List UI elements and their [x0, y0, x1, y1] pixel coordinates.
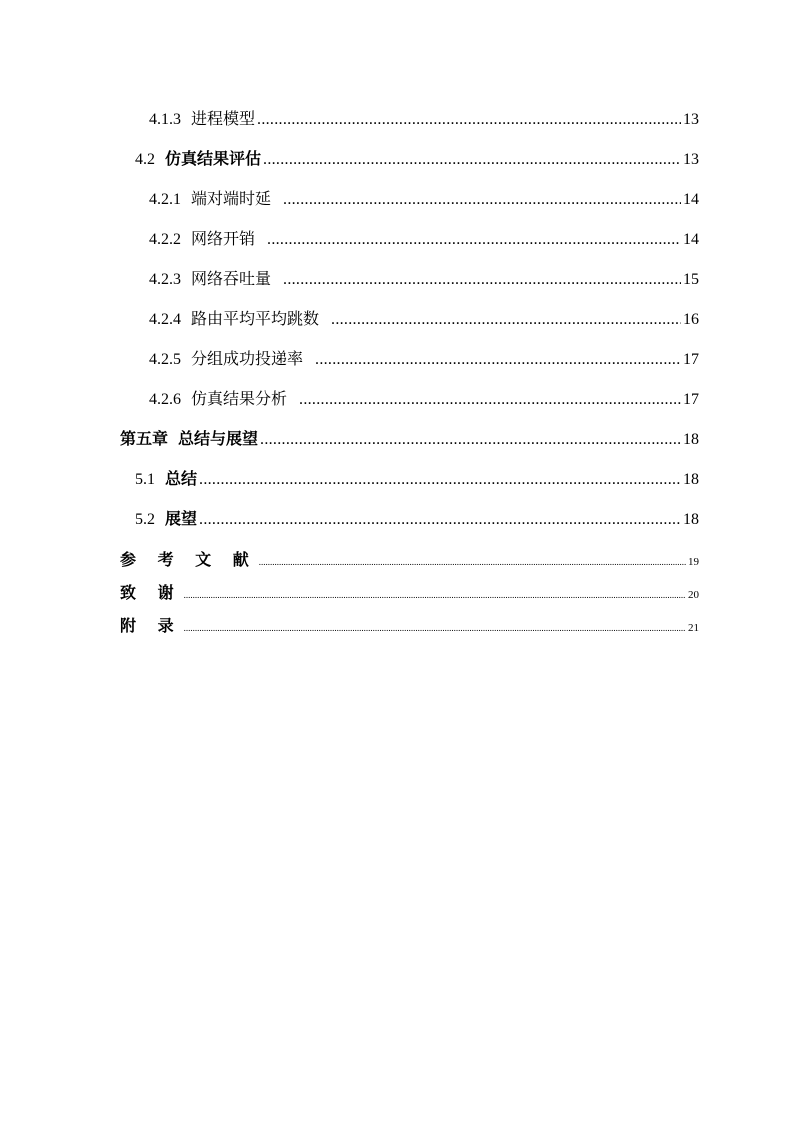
toc-entry-page: 18 [683, 511, 699, 528]
toc-entry-4-2-1[interactable] [149, 186, 699, 209]
toc-entry-page: 15 [683, 271, 699, 288]
toc-entry-4-2[interactable] [135, 146, 699, 169]
toc-entry-page: 14 [683, 191, 699, 208]
toc-entry-title: 致 谢 [120, 583, 182, 602]
toc-entry-4-1-3[interactable] [149, 106, 699, 129]
toc-entry-title: 路由平均平均跳数 [191, 311, 320, 328]
toc-entry-4-2-5[interactable] [149, 346, 699, 369]
toc-entry-number: 4.2.3 [149, 271, 181, 288]
toc-entry-5-1[interactable] [135, 466, 699, 489]
toc-entry-page: 19 [688, 556, 699, 568]
toc-entry-title: 网络开销 [191, 231, 256, 248]
toc-entry-number: 4.2.1 [149, 191, 181, 208]
toc-leader-dots [283, 191, 681, 209]
toc-entry-4-2-4[interactable] [149, 306, 699, 329]
toc-entry-number: 4.1.3 [149, 111, 181, 128]
toc-leader-dots [299, 391, 681, 409]
toc-entry-title: 总结 [165, 469, 198, 488]
toc-entry-page: 17 [683, 351, 699, 368]
toc-leader-dots [267, 231, 681, 249]
toc-entry-title: 总结与展望 [178, 429, 259, 448]
toc-entry-number: 4.2.5 [149, 351, 181, 368]
toc-leader-dots [283, 271, 681, 289]
toc-entry-number: 5.1 [135, 471, 155, 488]
toc-entry-chapter-5[interactable] [120, 426, 699, 449]
toc-entry-title: 端对端时延 [191, 191, 272, 208]
toc-entry-title: 进程模型 [191, 111, 256, 128]
toc-entry-title: 仿真结果评估 [165, 149, 262, 168]
toc-leader-dots [184, 590, 686, 600]
toc-entry-appendix[interactable] [120, 613, 699, 636]
toc-leader-dots [263, 151, 681, 169]
toc-entry-4-2-3[interactable] [149, 266, 699, 289]
toc-entry-page: 18 [683, 471, 699, 488]
toc-entry-4-2-6[interactable] [149, 386, 699, 409]
toc-entry-title: 仿真结果分析 [191, 391, 288, 408]
toc-entry-page: 16 [683, 311, 699, 328]
toc-leader-dots [331, 311, 681, 329]
toc-entry-title: 展望 [165, 509, 198, 528]
toc-leader-dots [315, 351, 681, 369]
toc-entry-title: 网络吞吐量 [191, 271, 272, 288]
toc-entry-title: 参 考 文 献 [120, 550, 257, 569]
toc-leader-dots [184, 623, 686, 633]
toc-entry-references[interactable] [120, 547, 699, 570]
toc-entry-number: 4.2.2 [149, 231, 181, 248]
toc-entry-page: 13 [683, 151, 699, 168]
toc-entry-number: 4.2 [135, 151, 155, 168]
toc-leader-dots [260, 431, 681, 449]
toc-entry-title: 分组成功投递率 [191, 351, 304, 368]
toc-entry-page: 14 [683, 231, 699, 248]
toc-entry-page: 18 [683, 431, 699, 448]
toc-entry-page: 20 [688, 589, 699, 601]
toc-entry-number: 第五章 [120, 429, 169, 448]
toc-entry-number: 5.2 [135, 511, 155, 528]
toc-entry-page: 21 [688, 622, 699, 634]
toc-leader-dots [257, 111, 681, 129]
toc-entry-number: 4.2.6 [149, 391, 181, 408]
toc-leader-dots [199, 471, 681, 489]
toc-entry-page: 13 [683, 111, 699, 128]
toc-leader-dots [199, 511, 681, 529]
toc-entry-acknowledgements[interactable] [120, 580, 699, 603]
toc-leader-dots [259, 557, 686, 567]
toc-entry-4-2-2[interactable] [149, 226, 699, 249]
toc-entry-5-2[interactable] [135, 506, 699, 529]
toc-entry-page: 17 [683, 391, 699, 408]
toc-entry-number: 4.2.4 [149, 311, 181, 328]
toc-entry-title: 附 录 [120, 616, 182, 635]
